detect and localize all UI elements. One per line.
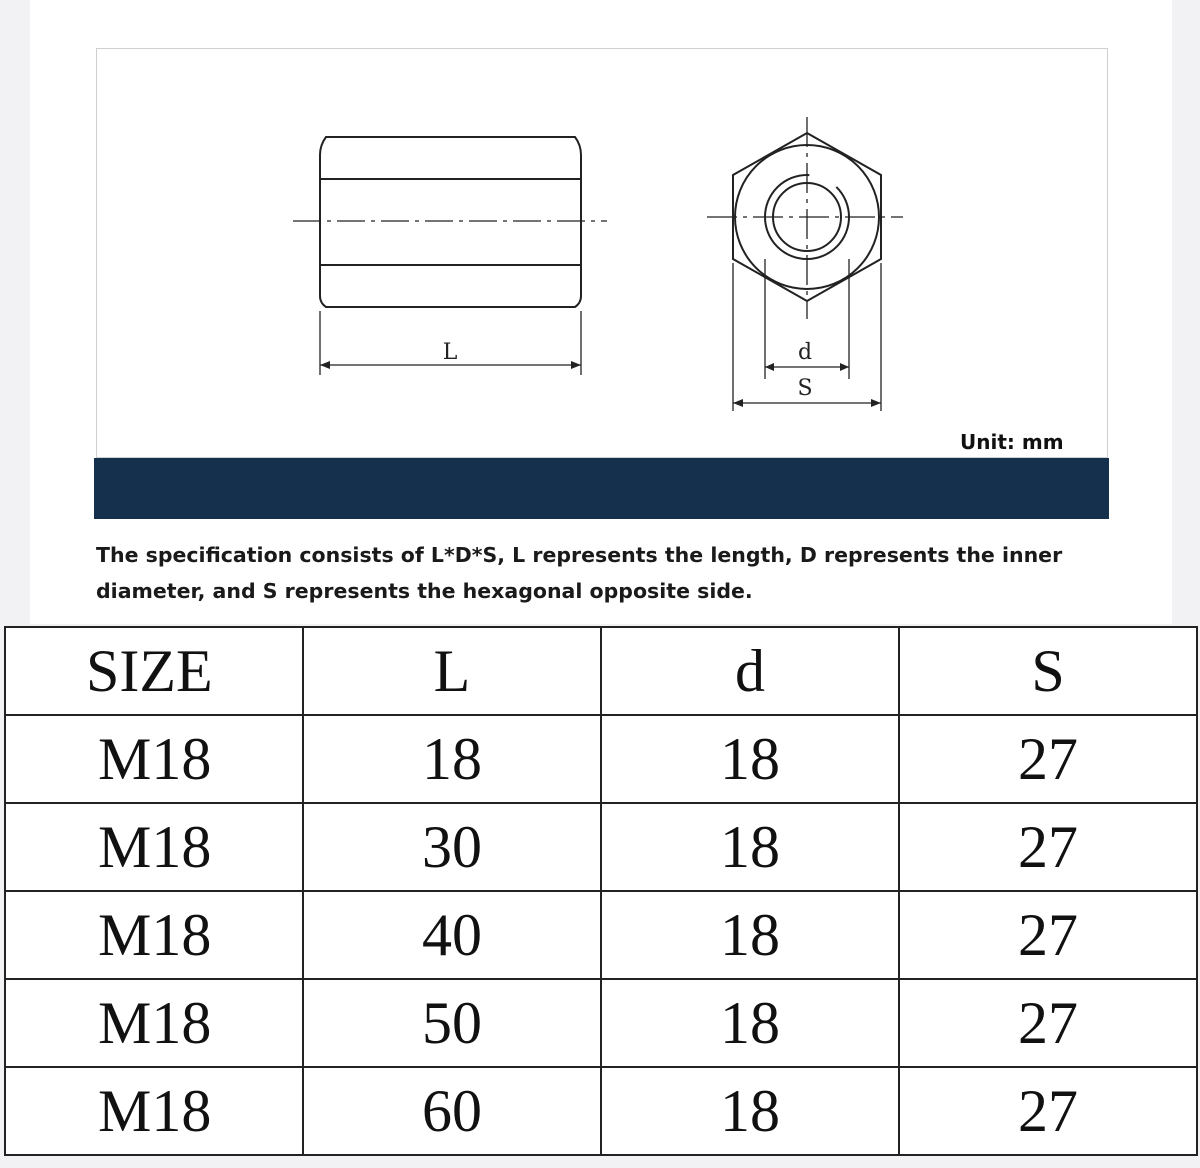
cell-size: M18 — [5, 979, 303, 1067]
technical-drawing-frame — [96, 48, 1108, 458]
cell-size: M18 — [5, 1067, 303, 1155]
arrow-d-left — [765, 363, 774, 371]
cell-hex-side: 27 — [899, 891, 1197, 979]
cell-length: 60 — [303, 1067, 601, 1155]
unit-label: Unit: mm — [960, 430, 1064, 454]
cell-hex-side: 27 — [899, 979, 1197, 1067]
table-row — [5, 803, 1197, 891]
table-row — [5, 891, 1197, 979]
header-length: L — [303, 627, 601, 715]
cell-hex-side: 27 — [899, 1067, 1197, 1155]
length-label: L — [442, 340, 458, 365]
header-hex-side: S — [899, 627, 1197, 715]
cell-length: 18 — [303, 715, 601, 803]
arrow-l-left — [320, 361, 330, 369]
table-row — [5, 715, 1197, 803]
header-size: SIZE — [5, 627, 303, 715]
cell-length: 50 — [303, 979, 601, 1067]
cell-hex-side: 27 — [899, 803, 1197, 891]
table-row — [5, 979, 1197, 1067]
cell-inner-diameter: 18 — [601, 979, 899, 1067]
cell-hex-side: 27 — [899, 715, 1197, 803]
hex-coupling-nut-drawing — [97, 49, 1109, 459]
cell-length: 40 — [303, 891, 601, 979]
cell-inner-diameter: 18 — [601, 891, 899, 979]
arrow-s-left — [733, 399, 743, 407]
arrow-l-right — [571, 361, 581, 369]
arrow-s-right — [871, 399, 881, 407]
table-row — [5, 1067, 1197, 1155]
header-inner-diameter: d — [601, 627, 899, 715]
navy-divider-band — [94, 458, 1109, 519]
cell-size: M18 — [5, 803, 303, 891]
inner-diameter-label: d — [797, 340, 813, 365]
specification-table — [4, 626, 1198, 1156]
hex-side-label: S — [797, 376, 813, 401]
arrow-d-right — [840, 363, 849, 371]
side-view-outline — [320, 137, 581, 307]
table-header-row — [5, 627, 1197, 715]
cell-size: M18 — [5, 715, 303, 803]
cell-inner-diameter: 18 — [601, 803, 899, 891]
cell-inner-diameter: 18 — [601, 715, 899, 803]
cell-inner-diameter: 18 — [601, 1067, 899, 1155]
specification-description: The specification consists of L*D*S, L represents the length, D represents the inner diameter, and S represents the hexagonal opposite side. — [96, 543, 1063, 603]
cell-size: M18 — [5, 891, 303, 979]
cell-length: 30 — [303, 803, 601, 891]
